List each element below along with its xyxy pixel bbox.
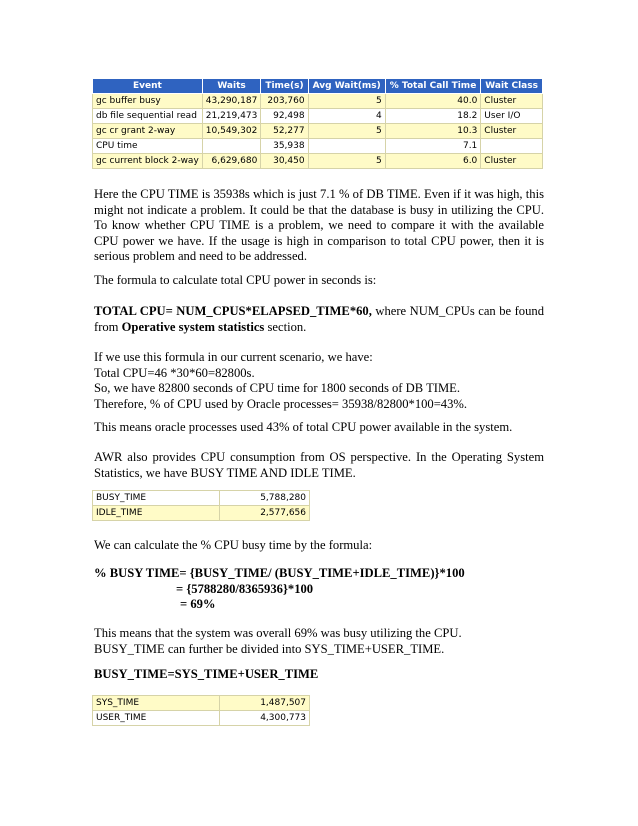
table-row (93, 124, 543, 139)
scenario-line: If we use this formula in our current scenario, we have: (94, 350, 373, 364)
column-header-time: Time(s) (261, 79, 308, 94)
formula-busy-time (94, 566, 544, 613)
cell-time: 92,498 (261, 109, 308, 124)
table-row (93, 154, 543, 169)
cell-avg-wait: 5 (308, 154, 385, 169)
table-row (93, 711, 310, 726)
cell-waits: 21,219,473 (202, 109, 261, 124)
cell-avg-wait: 5 (308, 124, 385, 139)
table-row (93, 109, 543, 124)
formula-total-cpu (94, 304, 544, 335)
cell-wait-class: Cluster (481, 124, 543, 139)
cell-total-call-time: 7.1 (385, 139, 481, 154)
formula-total-cpu-bold: TOTAL CPU= NUM_CPUS*ELAPSED_TIME*60, (94, 304, 372, 318)
table-header-row (93, 79, 543, 94)
scenario-line: Total CPU=46 *30*60=82800s. (94, 365, 255, 380)
cell-waits (202, 139, 261, 154)
cell-waits: 10,549,302 (202, 124, 261, 139)
formula-busy-split: BUSY_TIME=SYS_TIME+USER_TIME (94, 667, 319, 681)
scenario-line: Therefore, % of CPU used by Oracle processes= 35938/82800*100=43%. (94, 396, 468, 411)
formula-line: = {5788280/8365936}*100 (176, 581, 314, 596)
formula-total-cpu-rest: where NUM_CPUs can be found from (94, 304, 544, 334)
summary-line: BUSY_TIME can further be divided into SYS_TIME+USER_TIME. (94, 641, 445, 656)
top-events-table (92, 78, 543, 169)
column-header-waits: Waits (202, 79, 261, 94)
cell-stat-value: 2,577,656 (220, 506, 310, 521)
cell-total-call-time: 6.0 (385, 154, 481, 169)
cell-total-call-time: 10.3 (385, 124, 481, 139)
cell-waits: 43,290,187 (202, 94, 261, 109)
formula-total-cpu-end: section. (264, 319, 307, 334)
cell-avg-wait: 4 (308, 109, 385, 124)
paragraph-oracle-usage: This means oracle processes used 43% of total CPU power available in the system. (94, 420, 513, 434)
cell-stat-value: 5,788,280 (220, 491, 310, 506)
sys-user-table (92, 695, 310, 726)
formula-total-cpu-section-name: Operative system statistics (121, 319, 265, 334)
cell-stat-name: USER_TIME (93, 711, 220, 726)
cell-avg-wait (308, 139, 385, 154)
cell-time: 35,938 (261, 139, 308, 154)
column-header-avg-wait: Avg Wait(ms) (308, 79, 385, 94)
cell-stat-name: SYS_TIME (93, 696, 220, 711)
cell-total-call-time: 18.2 (385, 109, 481, 124)
cell-total-call-time: 40.0 (385, 94, 481, 109)
cell-wait-class: Cluster (481, 154, 543, 169)
table-row (93, 491, 310, 506)
column-header-total-call-time: % Total Call Time (385, 79, 481, 94)
cell-event: db file sequential read (93, 109, 203, 124)
scenario-block (94, 350, 544, 412)
column-header-wait-class: Wait Class (481, 79, 543, 94)
paragraph-busy-summary (94, 626, 544, 657)
scenario-line: So, we have 82800 seconds of CPU time for 1800 seconds of DB TIME. (94, 381, 460, 396)
formula-line: = 69% (180, 597, 216, 612)
cell-event: CPU time (93, 139, 203, 154)
cell-wait-class: User I/O (481, 109, 543, 124)
cell-time: 52,277 (261, 124, 308, 139)
cell-waits: 6,629,680 (202, 154, 261, 169)
cell-stat-value: 1,487,507 (220, 696, 310, 711)
summary-line: This means that the system was overall 69% was busy utilizing the CPU. (94, 626, 462, 640)
table-row (93, 139, 543, 154)
cell-event: gc cr grant 2-way (93, 124, 203, 139)
cell-wait-class (481, 139, 543, 154)
cell-time: 30,450 (261, 154, 308, 169)
cell-event: gc current block 2-way (93, 154, 203, 169)
column-header-event: Event (93, 79, 203, 94)
paragraph-formula-intro: The formula to calculate total CPU power in seconds is: (94, 273, 377, 287)
cell-event: gc buffer busy (93, 94, 203, 109)
cell-time: 203,760 (261, 94, 308, 109)
cell-stat-name: IDLE_TIME (93, 506, 220, 521)
table-row (93, 506, 310, 521)
cell-avg-wait: 5 (308, 94, 385, 109)
paragraph-busy-formula-intro: We can calculate the % CPU busy time by the formula: (94, 538, 373, 552)
table-row (93, 696, 310, 711)
busy-idle-table (92, 490, 310, 521)
paragraph-os-perspective: AWR also provides CPU consumption from OS perspective. In the Operating System Statistics, we have BUSY TIME AND IDLE TIME. (94, 450, 544, 480)
table-row (93, 94, 543, 109)
cell-stat-name: BUSY_TIME (93, 491, 220, 506)
formula-line: % BUSY TIME= {BUSY_TIME/ (BUSY_TIME+IDLE_TIME)}*100 (94, 566, 465, 580)
cell-stat-value: 4,300,773 (220, 711, 310, 726)
paragraph-cpu-time: Here the CPU TIME is 35938s which is just 7.1 % of DB TIME. Even if it was high, this might not indicate a problem. It could be that the database is busy in utilizing the CPU. To know whether CPU TIME is a problem, we need to compare it with the available CPU power we have. If the usage is high in comparison to total CPU power, then it is serious problem and need to be addressed. (94, 187, 544, 264)
cell-wait-class: Cluster (481, 94, 543, 109)
